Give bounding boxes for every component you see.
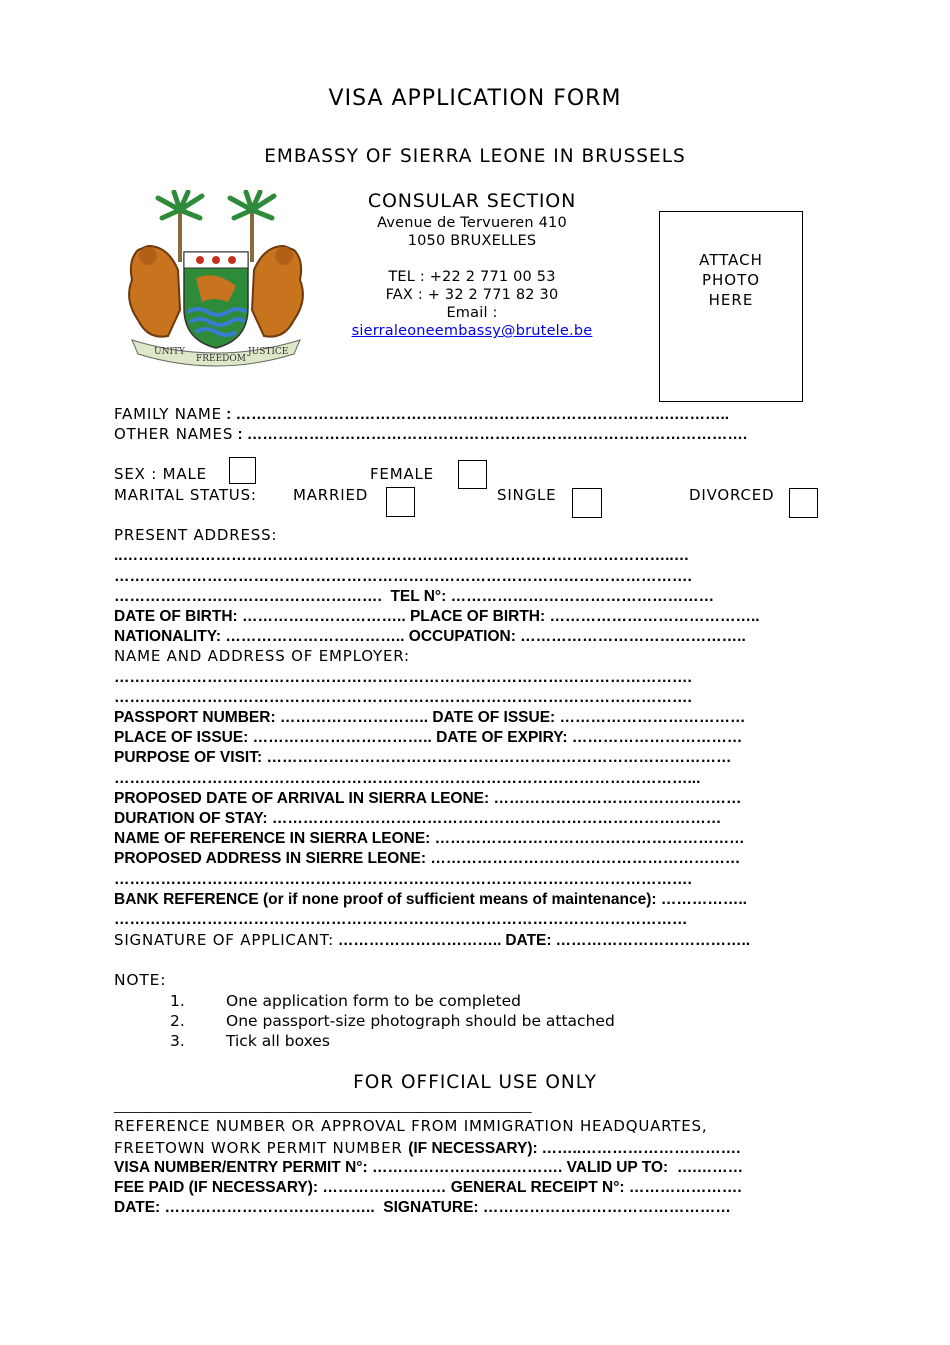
purpose-field[interactable]: ……………………………………………………………………………… [266,749,732,766]
official-rule: _____________________________________________________________________ [114,1098,532,1113]
proposed-address-line-2[interactable]: …………………………………………………………………………………………………. [114,871,692,888]
dob-label: DATE OF BIRTH: [114,608,238,625]
official-date-label: DATE: [114,1199,161,1216]
official-reference-line-2: FREETOWN WORK PERMIT NUMBER [114,1139,409,1157]
address-line-2[interactable]: …………………………………………………………………………………………………. [114,568,692,585]
present-address-label: PRESENT ADDRESS: [114,526,278,544]
issue-place-row [114,728,742,748]
marital-status-label: MARITAL STATUS: [114,486,257,504]
note-item-1 [170,991,521,1011]
family-name-sep: : [221,406,236,423]
male-checkbox[interactable] [229,457,256,484]
nationality-label: NATIONALITY: [114,628,222,645]
official-date-row [114,1198,731,1218]
tel-field[interactable]: …………………………………………… [450,588,715,605]
official-reference-line-1: REFERENCE NUMBER OR APPROVAL FROM IMMIGRATION HEADQUARTES, [114,1117,708,1135]
occupation-field[interactable]: …………………………………….. [520,628,746,645]
official-if-necessary: (IF NECESSARY): [408,1140,538,1157]
occupation-label: OCCUPATION: [408,628,516,645]
fee-field[interactable]: …………………… [322,1179,447,1196]
divorced-label: DIVORCED [689,486,775,504]
visa-row [114,1158,743,1178]
visa-label: VISA NUMBER/ENTRY PERMIT N°: [114,1159,368,1176]
date-field[interactable]: ……………………………….. [555,932,751,949]
motto-unity: UNITY [154,347,185,357]
married-checkbox[interactable] [386,487,415,517]
nationality-row [114,627,746,647]
receipt-label: GENERAL RECEIPT N°: [450,1179,625,1196]
reference-label: NAME OF REFERENCE IN SIERRA LEONE: [114,830,431,847]
family-name-field[interactable]: ………………………………………………………………………….……….. [235,406,730,423]
signature-row [114,930,750,951]
other-names-label: OTHER NAMES [114,425,234,443]
reference-row [114,829,745,849]
proposed-address-field[interactable]: …………………………………………………… [430,850,741,867]
employer-line-1[interactable]: …………………………………………………………………………………………………. [114,669,692,686]
bank-row [114,890,747,910]
form-title: VISA APPLICATION FORM [328,86,622,111]
left-lion [129,246,180,337]
issue-date-label: DATE OF ISSUE: [432,709,556,726]
consular-tel: TEL : +22 2 771 00 53 [388,269,556,285]
issue-date-field[interactable]: ……………………………… [559,709,746,726]
official-reference-row-2 [114,1138,740,1159]
passport-row [114,708,746,728]
valid-label: VALID UP TO: [566,1159,669,1176]
signature-field[interactable]: ………………………….. [337,932,502,949]
coat-of-arms-image [118,190,314,368]
consular-heading: CONSULAR SECTION [367,190,577,212]
consular-block [322,188,622,340]
family-name-label: FAMILY NAME [114,405,222,423]
note-item-1-text: One application form to be completed [226,992,522,1010]
pob-label: PLACE OF BIRTH: [409,608,546,625]
purpose-row [114,748,731,768]
fee-row [114,1178,742,1198]
official-date-field[interactable]: ………………………………….. [164,1199,375,1216]
reference-field[interactable]: …………………………………………………… [434,830,745,847]
bank-field[interactable]: …………….. [660,891,747,908]
signature-label: SIGNATURE OF APPLICANT: [114,931,334,949]
note-item-3-num: 3. [170,1032,185,1050]
birth-row [114,607,760,627]
embassy-title: EMBASSY OF SIERRA LEONE IN BRUSSELS [264,146,686,167]
official-signature-field[interactable]: ………………………………………… [482,1199,731,1216]
proposed-address-row [114,849,740,869]
passport-label: PASSPORT NUMBER: [114,709,276,726]
proposed-address-label: PROPOSED ADDRESS IN SIERRE LEONE: [114,850,427,867]
expiry-field[interactable]: …………………………… [571,729,743,746]
duration-field[interactable]: …………………………………………………………………………… [271,810,722,827]
date-label: DATE: [505,932,552,949]
address-line-3[interactable]: ……………………………………………. [114,588,382,605]
receipt-field[interactable]: …………………. [628,1179,742,1196]
other-names-sep: : [233,426,247,443]
purpose-label: PURPOSE OF VISIT: [114,749,263,766]
female-label: FEMALE [370,465,434,483]
nationality-field[interactable]: …………………………….. [225,628,405,645]
visa-field[interactable]: ………………………………. [371,1159,563,1176]
photo-box-label: ATTACH PHOTO HERE [699,251,763,309]
other-names-row [114,424,747,445]
female-checkbox[interactable] [458,460,487,489]
note-item-1-num: 1. [170,992,185,1010]
note-item-2-text: One passport-size photograph should be attached [226,1012,615,1030]
spacer [322,250,622,268]
valid-field[interactable]: ….……… [676,1159,744,1176]
consular-fax: FAX : + 32 2 771 82 30 [385,287,559,303]
consular-email-label: Email : [446,305,498,321]
single-label: SINGLE [497,486,557,504]
issue-place-field[interactable]: …………………………….. [252,729,432,746]
tel-label: TEL N°: [390,588,447,605]
dob-field[interactable]: ………………………….. [242,608,406,625]
duration-label: DURATION OF STAY: [114,810,268,827]
note-item-3 [170,1031,330,1051]
address-tel-row [114,587,714,607]
address-line-1[interactable]: ..……………………………………………………………………………………………..… [114,547,690,564]
sex-male-label: SEX : MALE [114,465,207,483]
other-names-field[interactable]: ……………………………………………………………………………………. [246,426,748,443]
note-heading: NOTE: [114,971,167,989]
shield [184,252,248,348]
expiry-label: DATE OF EXPIRY: [436,729,568,746]
divorced-checkbox[interactable] [789,488,818,518]
passport-field[interactable]: ……………………….. [279,709,429,726]
official-heading: FOR OFFICIAL USE ONLY [353,1072,597,1093]
employer-label: NAME AND ADDRESS OF EMPLOYER: [114,647,410,665]
right-lion [252,246,303,337]
consular-address-city: 1050 BRUXELLES [407,233,537,249]
issue-place-label: PLACE OF ISSUE: [114,729,249,746]
note-item-2 [170,1011,615,1031]
pob-field[interactable]: ………………………………….. [549,608,760,625]
arrival-label: PROPOSED DATE OF ARRIVAL IN SIERRA LEONE: [114,790,490,807]
employer-line-2[interactable]: …………………………………………………………………………………………………. [114,689,692,706]
photo-box [659,211,803,402]
arrival-field[interactable]: ………………………………………… [493,790,742,807]
official-signature-label: SIGNATURE: [383,1199,479,1216]
duration-row [114,809,721,829]
bank-line-2[interactable]: ………………………………………………………………………………………………… [114,911,688,928]
bank-label: BANK REFERENCE (or if none proof of sufficient means of maintenance): [114,891,657,908]
motto-freedom: FREEDOM [196,354,246,364]
single-checkbox[interactable] [572,488,602,518]
purpose-line-2[interactable]: …………………………………………………………………………………………………... [114,770,701,787]
fee-label: FEE PAID (IF NECESSARY): [114,1179,319,1196]
family-name-row [114,404,729,425]
note-item-2-num: 2. [170,1012,185,1030]
motto-justice: JUSTICE [248,347,289,357]
consular-address-street: Avenue de Tervueren 410 [377,215,567,231]
note-item-3-text: Tick all boxes [226,1032,330,1050]
consular-email-link[interactable]: sierraleoneembassy@brutele.be [351,323,593,339]
work-permit-field[interactable]: ……..…………………………. [541,1140,741,1157]
arrival-row [114,789,742,809]
married-label: MARRIED [293,486,369,504]
